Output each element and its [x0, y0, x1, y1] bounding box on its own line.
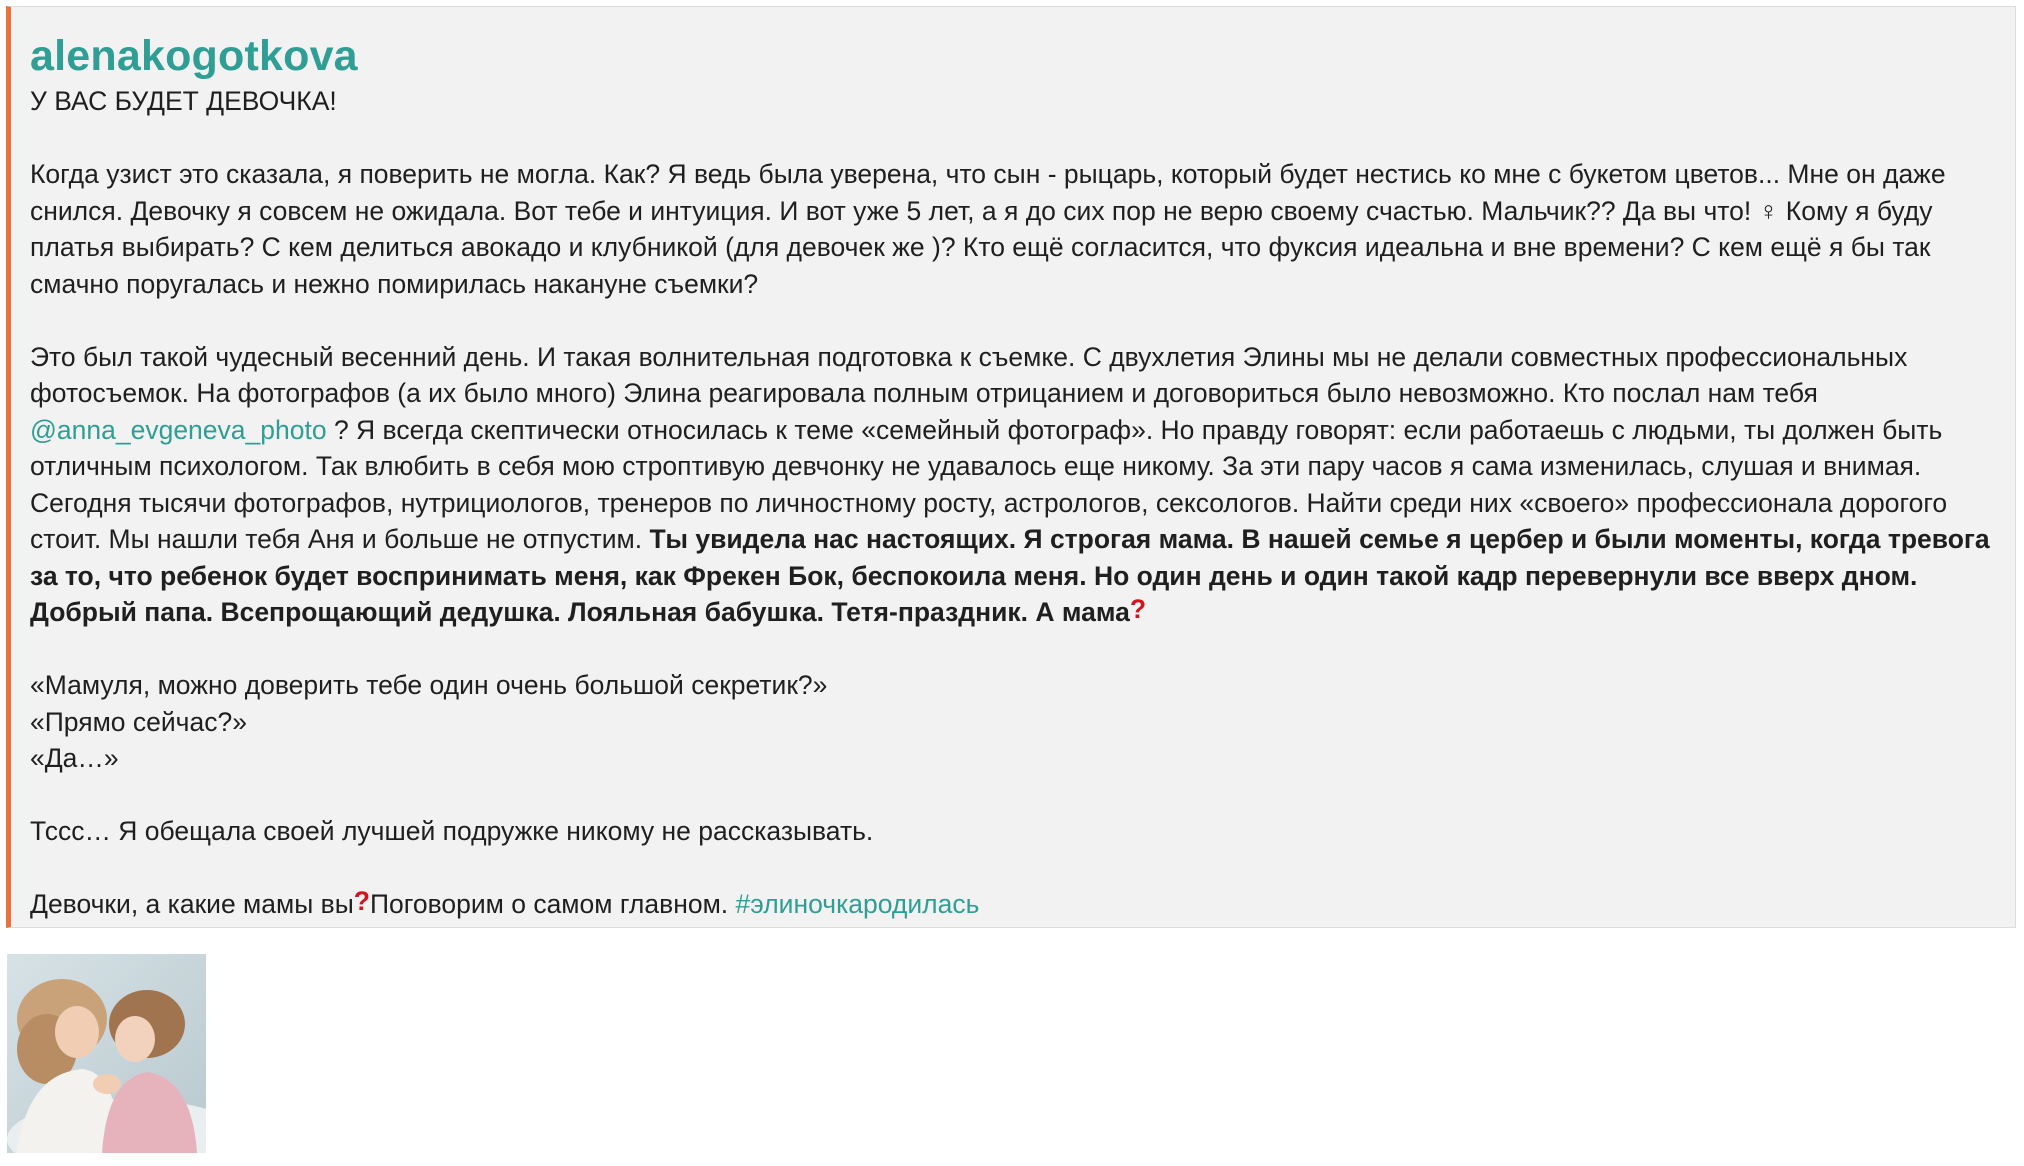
post-paragraph-5 [30, 886, 1991, 923]
post-photo-thumbnail[interactable] [7, 954, 206, 1153]
mother-daughter-photo [7, 954, 206, 1153]
post-body [30, 83, 1991, 923]
post-paragraph-4: Тссс… Я обещала своей лучшей подружке никому не рассказывать. [30, 816, 874, 846]
post-author[interactable]: alenakogotkova [30, 32, 358, 80]
red-question-icon: ? [1129, 594, 1147, 624]
post-paragraph-1: Когда узист это сказала, я поверить не могла. Как? Я ведь была уверена, что сын - рыцарь, который будет нестись ко мне с букетом цветов... Мне он даже снился. Девочку я совсем не ожидала. Вот тебе и интуиция. И вот уже 5 лет, а я до сих пор не верю своему счастью. Мальчик?? Да вы что! ♀ Кому я буду платья выбирать? С кем делиться авокадо и клубникой (для девочек же )? Кто ещё согласится, что фуксия идеальна и вне времени? С кем ещё я бы так смачно поругалась и нежно помирилась накануне съемки? [30, 159, 1946, 299]
post-headline: У ВАС БУДЕТ ДЕВОЧКА! [30, 86, 337, 116]
hashtag-link[interactable]: #элиночкародилась [735, 889, 980, 919]
dialog-line-1: «Мамуля, можно доверить тебе один очень большой секретик?» [30, 670, 828, 700]
post-paragraph-2 [30, 339, 1991, 631]
post-card [6, 6, 2016, 928]
red-question-icon-2: ? [353, 886, 370, 916]
paragraph-2-bold: Ты увидела нас настоящих. Я строгая мама. В нашей семье я цербер и были моменты, когда тревога за то, что ребенок будет воспринимать меня, как Фрекен Бок, беспокоила меня. Но один день и один такой кадр перевернули все вверх дном. Добрый папа. Всепрощающий дедушка. Лояльная бабушка. Тетя-праздник. А мама [30, 524, 1990, 627]
photographer-mention-link[interactable]: @anna_evgeneva_photo [30, 414, 327, 445]
dialog-line-3: «Да…» [30, 743, 119, 773]
paragraph-5-middle: Поговорим о самом главном. [369, 889, 736, 919]
paragraph-2-start: Это был такой чудесный весенний день. И такая волнительная подготовка к съемке. С двухлетия Элины мы не делали совместных профессиональных фотосъемок. На фотографов (а их было много) Элина реагировала полным отрицанием и договориться было невозможно. Кто послал нам тебя [30, 341, 1908, 408]
paragraph-2-middle: ? Я всегда скептически относилась к теме «семейный фотограф». Но правду говорят: если работаешь с людьми, ты должен быть отличным психологом. Так влюбить в себя мою строптивую девчонку не удавалось еще никому. За эти пару часов я сама изменилась, слушая и внимая. Сегодня тысячи фотографов, нутрициологов, тренеров по личностному росту, астрологов, сексологов. Найти среди них «своего» профессионала дорогого стоит. Мы нашли тебя Аня и больше не отпустим. [30, 414, 1948, 554]
dialog-line-2: «Прямо сейчас?» [30, 706, 247, 737]
paragraph-5-start: Девочки, а какие мамы вы [30, 889, 354, 919]
